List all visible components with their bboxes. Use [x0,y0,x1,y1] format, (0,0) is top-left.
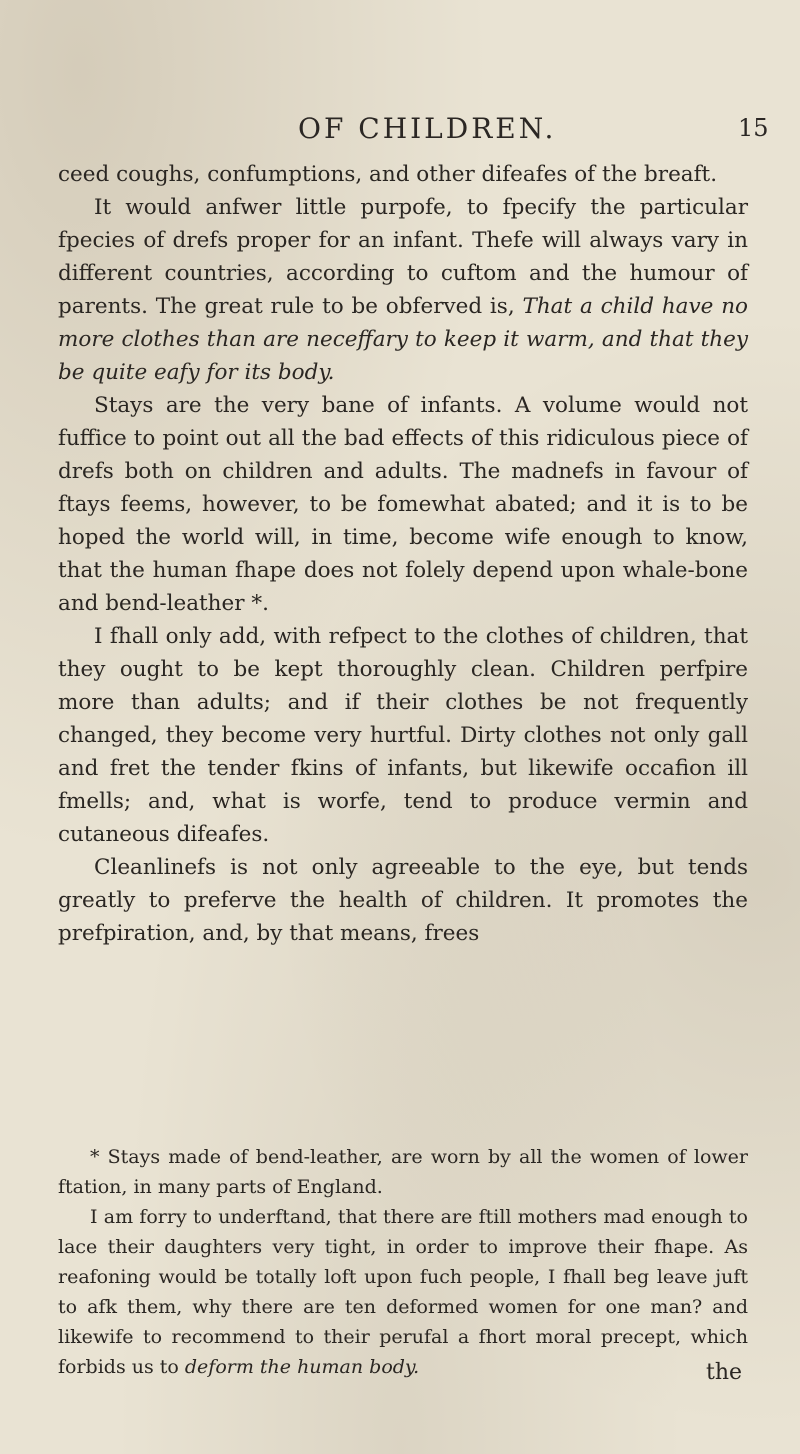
paragraph-dress [58,191,748,389]
running-title: OF CHILDREN. [298,112,557,145]
catchword: the [706,1360,743,1385]
paragraph-stays: Stays are the very bane of infants. A volume would not fuffice to point out all the bad effects of this ridiculous piece of drefs both on children and adults. The madnefs in favour of ftays feems, however, to be fomewhat abated; and it is to be hoped the world will, in time, become wife enough to know, that the human fhape does not folely depend upon whale-bone and bend-leather *. [58,393,748,616]
footnote-italic: deform the human body. [184,1356,420,1378]
great-rule-italic: That a child have no more clothes than are neceffary to keep it warm, and that they be quite eafy for its body. [58,294,748,385]
paragraph-clothes: I fhall only add, with refpect to the clothes of children, that they ought to be kept thoroughly clean. Children perfpire more than adults; and if their clothes be not frequently changed, they become very hurtful. Dirty clothes not only gall and fret the tender fkins of infants, but likewife occafion ill fmells; and, what is worfe, tend to produce vermin and cutaneous difeafes. [58,624,748,847]
page-header [0,112,800,152]
page-number: 15 [738,114,769,142]
footnote-mothers [58,1202,748,1382]
main-text [58,158,748,950]
paragraph-dress-text: It would anfwer little purpofe, to fpecify the particular fpecies of drefs proper for an infant. Thefe will always vary in different countries, according to cuftom and the humour of parents. The great rule to be obferved is, [58,195,748,319]
paragraph-cleanliness: Cleanlinefs is not only agreeable to the eye, but tends greatly to preferve the health of children. It promotes the prefpiration, and, by that means, frees [58,855,748,946]
paragraph-continuation: ceed coughs, confumptions, and other difeafes of the breaft. [58,162,718,187]
footnote-stays: * Stays made of bend-leather, are worn by all the women of lower ftation, in many parts of England. [58,1146,748,1198]
footnote-mothers-text: I am forry to underftand, that there are ftill mothers mad enough to lace their daughters very tight, in order to improve their fhape. As reafoning would be totally loft upon fuch people, I fhall beg leave juft to afk them, why there are ten deformed women for one man? and likewife to recommend to their perufal a fhort moral precept, which forbids us to [58,1206,748,1378]
footnote [58,1142,748,1382]
